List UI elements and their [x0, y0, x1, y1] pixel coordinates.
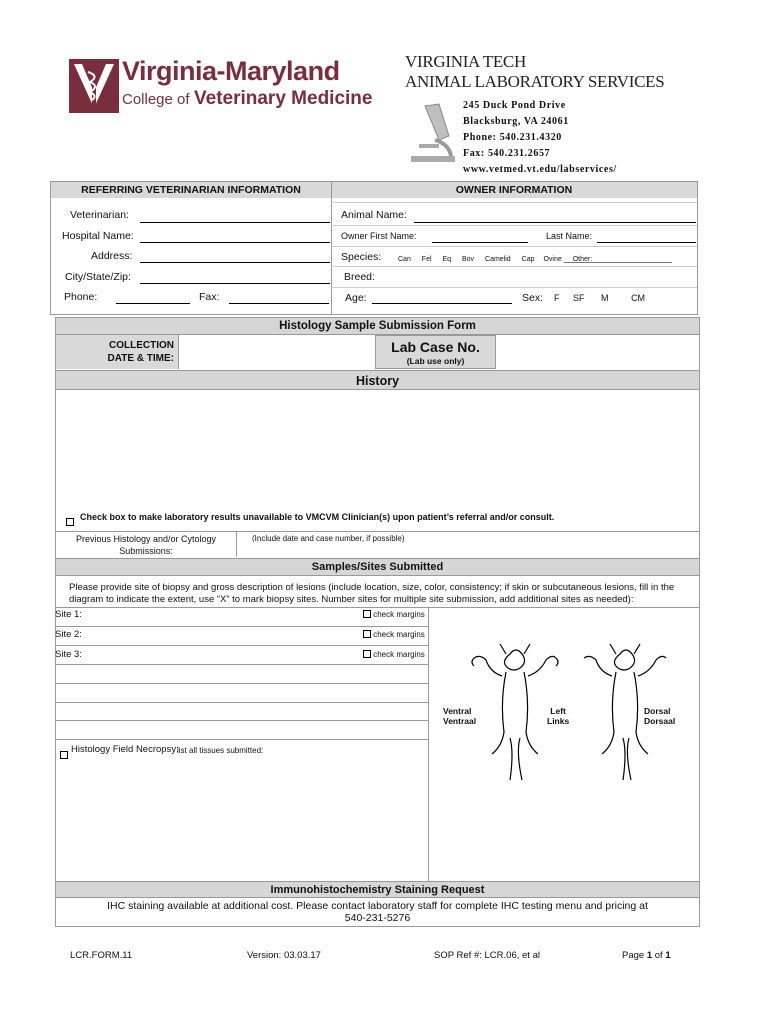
referring-heading: REFERRING VETERINARIAN INFORMATION [51, 182, 331, 198]
diagram-dorsal [644, 706, 675, 726]
previous-field[interactable] [237, 546, 699, 556]
left-label: Left [550, 706, 566, 716]
species-other-field[interactable] [564, 262, 672, 263]
last-name-label: Last Name: [546, 231, 593, 241]
samples-instructions-2: diagram to indicate the extent, use “X” to mark biopsy sites. Number sites for multiple site submission, add additional sites as needed): [69, 594, 634, 605]
species-option[interactable]: Bov [462, 256, 475, 263]
sex-option[interactable]: F [554, 293, 560, 303]
sex-option[interactable]: SF [573, 293, 585, 303]
check-margins-label: check margins [373, 610, 425, 619]
lab-address [463, 98, 617, 178]
checkbox-icon[interactable] [66, 518, 74, 526]
footer-form-id: LCR.FORM.11 [70, 950, 133, 961]
site-3-field[interactable] [90, 646, 360, 664]
previous-hint: (Include date and case number, if possible) [252, 534, 405, 543]
address-website[interactable]: www.vetmed.vt.edu/labservices/ [463, 164, 617, 175]
caduceus-shield-icon [68, 58, 120, 114]
address-phone: Phone: 540.231.4320 [463, 132, 562, 143]
address-city: Blacksburg, VA 24061 [463, 116, 569, 127]
ventraal-label: Ventraal [443, 716, 477, 726]
ihc-text-1: IHC staining available at additional cost. Please contact laboratory staff for complete IHC testing menu and pricing at [107, 900, 648, 912]
last-name-field[interactable] [597, 242, 696, 243]
species-option[interactable]: Cap [521, 256, 535, 263]
logo-line2b: Veterinary Medicine [194, 88, 373, 109]
logo-line2a: College of [122, 91, 190, 108]
collection-field[interactable] [179, 335, 375, 369]
owner-first-field[interactable] [432, 242, 528, 243]
diagram-ventral [443, 706, 476, 726]
links-label: Links [547, 716, 570, 726]
checkbox-icon[interactable] [363, 630, 371, 638]
lab-case-field[interactable] [496, 335, 699, 369]
diagram-left [547, 706, 569, 726]
owner-heading: OWNER INFORMATION [331, 182, 697, 198]
animal-name-field[interactable] [414, 222, 696, 223]
collection-label-1: COLLECTION [109, 340, 174, 351]
site-3-margins[interactable] [363, 650, 425, 659]
sex-option[interactable]: CM [631, 293, 646, 303]
hospital-field[interactable] [140, 242, 330, 243]
header-title1: VIRGINIA TECH [405, 52, 526, 71]
site-1-field[interactable] [90, 608, 360, 626]
site-3-label: Site 3: [55, 649, 82, 660]
ihc-text-2: 540-231-5276 [344, 912, 411, 924]
animal-name-label: Animal Name: [341, 209, 407, 221]
species-label: Species: [341, 251, 382, 263]
page-of: of [652, 950, 666, 961]
phone-label: Phone: [64, 291, 98, 303]
veterinarian-field[interactable] [140, 222, 330, 223]
unavailable-label: Check box to make laboratory results unavailable to VMCVM Clinician(s) upon patient’s referral and/or consult. [80, 512, 555, 522]
page-number: 1 [646, 950, 653, 961]
site-2-label: Site 2: [55, 629, 82, 640]
samples-heading: Samples/Sites Submitted [55, 558, 700, 576]
site-2-margins[interactable] [363, 630, 425, 639]
city-field[interactable] [140, 283, 330, 284]
previous-label-1: Previous Histology and/or Cytology [75, 534, 217, 544]
site-2-field[interactable] [90, 627, 360, 645]
history-field[interactable] [56, 391, 699, 503]
veterinarian-label: Veterinarian: [70, 209, 129, 221]
page-total: 1 [665, 950, 671, 961]
sex-options [554, 293, 645, 303]
check-margins-label: check margins [373, 650, 425, 659]
breed-label: Breed: [344, 271, 375, 283]
microscope-icon [405, 100, 461, 168]
owner-first-label: Owner First Name: [341, 231, 417, 241]
lab-case-label: Lab Case No. [391, 339, 480, 355]
age-field[interactable] [372, 303, 512, 304]
sex-option[interactable]: M [601, 293, 609, 303]
dorsal-label: Dorsal [644, 706, 671, 716]
necropsy-field[interactable] [56, 758, 427, 878]
college-logo [68, 56, 373, 118]
header-title2: ANIMAL LABORATORY SERVICES [405, 72, 665, 91]
ihc-heading: Immunohistochemistry Staining Request [55, 881, 700, 898]
necropsy-label: Histology Field Necropsy: [71, 744, 179, 755]
footer-sop: SOP Ref #: LCR.06, et al [434, 950, 540, 961]
footer-version: Version: 03.03.17 [247, 950, 321, 961]
species-option[interactable]: Ovine [543, 256, 562, 263]
unavailable-checkbox[interactable] [66, 512, 74, 530]
page-prefix: Page [622, 950, 647, 961]
lab-use-label: (Lab use only) [406, 356, 465, 366]
address-fax: Fax: 540.231.2657 [463, 148, 551, 159]
species-option[interactable]: Camelid [485, 256, 511, 263]
checkbox-icon[interactable] [363, 650, 371, 658]
phone-field[interactable] [116, 303, 190, 304]
city-label: City/State/Zip: [65, 271, 131, 283]
checkbox-icon[interactable] [363, 610, 371, 618]
species-option[interactable]: Can [398, 256, 411, 263]
address-field[interactable] [140, 262, 330, 263]
address-label: Address: [91, 250, 133, 262]
species-option[interactable]: Eq [442, 256, 452, 263]
species-option[interactable]: Fel [421, 256, 432, 263]
species-option[interactable]: Other: [572, 256, 593, 263]
dorsaal-label: Dorsaal [644, 716, 676, 726]
collection-label-2: DATE & TIME: [107, 353, 174, 364]
previous-label-2: Submissions: [119, 546, 173, 556]
footer-page [622, 950, 671, 961]
site-1-margins[interactable] [363, 610, 425, 619]
ventral-label: Ventral [443, 706, 472, 716]
fax-field[interactable] [229, 303, 329, 304]
history-heading: History [55, 370, 700, 390]
samples-instructions-1: Please provide site of biopsy and gross description of lesions (include location, size, color, consistency; if skin or subcutaneous lesions, fill in the [69, 582, 675, 593]
ventral-dog-icon [472, 644, 558, 780]
necropsy-hint: list all tissues submitted: [177, 746, 264, 755]
logo-line1: Virginia-Maryland [122, 56, 340, 86]
check-margins-label: check margins [373, 630, 425, 639]
sex-label: Sex: [522, 292, 544, 304]
form-title: Histology Sample Submission Form [55, 317, 700, 335]
age-label: Age: [345, 292, 367, 304]
hospital-label: Hospital Name: [62, 230, 134, 242]
site-1-label: Site 1: [55, 609, 82, 620]
address-street: 245 Duck Pond Drive [463, 100, 566, 111]
fax-label: Fax: [199, 291, 220, 303]
